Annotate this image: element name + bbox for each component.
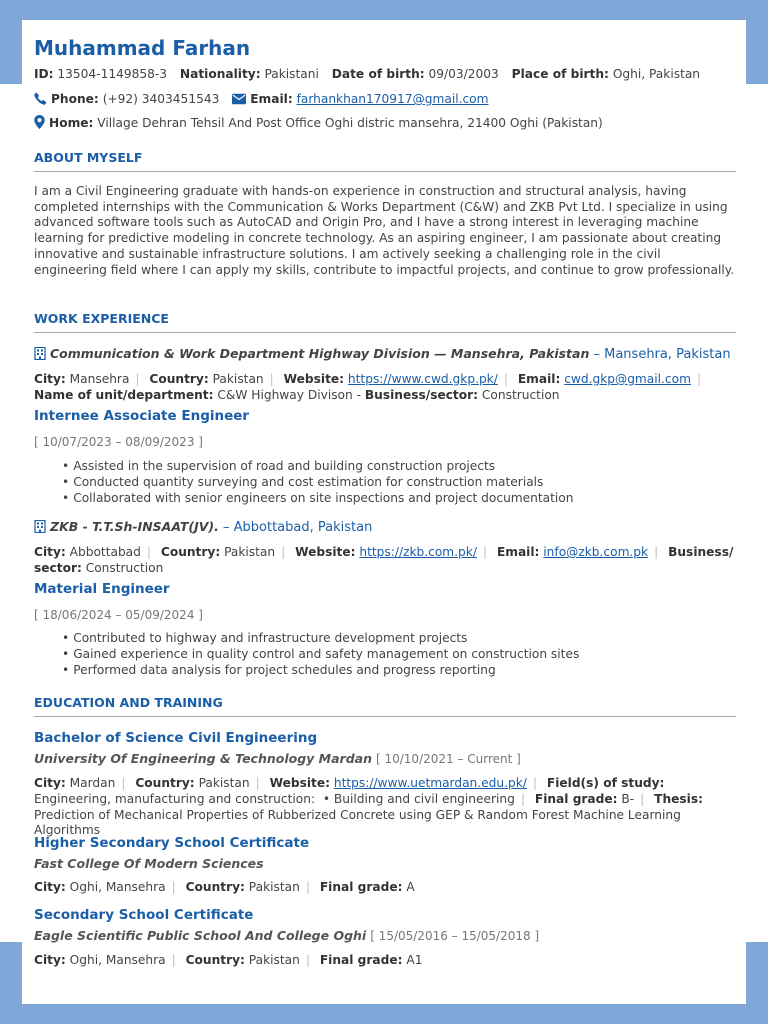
degree-title: Higher Secondary School Certificate [34, 835, 310, 851]
job-duties [62, 631, 579, 678]
thesis-value: Prediction of Mechanical Properties of Rubberized Concrete using GEP & Random Forest Machine Learning Algorithms [34, 807, 681, 838]
job-details: City: Abbottabad | Country: Pakistan | Website: https://zkb.com.pk/ | Email: info@zkb.com.pk | Business/ sector: Construction [34, 545, 734, 575]
organisation-location: Mansehra, Pakistan [604, 347, 731, 362]
job-title: Internee Associate Engineer [34, 408, 250, 424]
list-item: • Gained experience in quality control and safety management on construction sites [62, 647, 579, 663]
sector-label: Business/ sector: [34, 545, 734, 575]
education-section-title: EDUCATION AND TRAINING [34, 695, 736, 717]
sector-value: Construction [481, 387, 560, 402]
grade-value: A [406, 880, 415, 894]
field-value: Engineering, manufacturing and construction: [34, 791, 316, 806]
education-details: City: Mardan | Country: Pakistan | Website: https://www.uetmardan.edu.pk/ | Field(s) of study: Engineering, manufacturing and construction: • Building and civil engineering | Final grade: B- | Thesis: Prediction of Mechanical Properties of Rubberized Concrete using GEP & Random Forest Machine Learning Algorithms [34, 776, 703, 838]
institution-name: Eagle Scientific Public School And College Oghi [34, 928, 367, 943]
country-label: Country: [149, 372, 209, 386]
organisation-separator: – [589, 347, 605, 362]
home-line [34, 115, 603, 132]
contact-line [34, 92, 489, 108]
nationality-value: Pakistani [264, 67, 319, 81]
list-item: • Performed data analysis for project schedules and progress reporting [62, 663, 579, 679]
list-item: • Assisted in the supervision of road and building construction projects [62, 459, 574, 475]
building-icon [34, 520, 46, 536]
field-label: Field(s) of study: [546, 776, 665, 790]
country-label: Country: [135, 776, 195, 790]
about-text: I am a Civil Engineering graduate with hands-on experience in construction and structural analysis, having completed internships with the Communication & Works Department (C&W) and ZKB Pvt Ltd. I specialize in using advanced software tools such as AutoCAD and Origin Pro, and I have a strong interest in leveraging machine learning for predictive modeling in concrete technology. As an aspiring engineer, I am passionate about creating innovative and sustainable infrastructure solutions. I am actively seeking a challenging role in the civil engineering field where I can apply my skills, contribute to impactful projects, and continue to grow professionally. [34, 184, 735, 277]
website-link[interactable]: https://zkb.com.pk/ [359, 545, 477, 559]
person-name: Muhammad Farhan [34, 36, 251, 60]
city-value: Abbottabad [69, 545, 141, 559]
nationality-label: Nationality: [179, 67, 261, 81]
city-label: City: [34, 545, 66, 559]
education-dates: [ 15/05/2016 – 15/05/2018 ] [370, 929, 540, 943]
job-title: Material Engineer [34, 581, 170, 597]
grade-label: Final grade: [319, 953, 403, 967]
country-value: Pakistan [212, 372, 264, 386]
education-dates: [ 10/10/2021 – Current ] [375, 752, 521, 766]
website-link[interactable]: https://www.uetmardan.edu.pk/ [333, 776, 527, 790]
thesis-label: Thesis: [654, 791, 703, 806]
email-label: Email: [250, 92, 293, 106]
city-label: City: [34, 953, 66, 967]
unit-label: Name of unit/department: [34, 387, 214, 402]
country-label: Country: [185, 953, 245, 967]
website-label: Website: [295, 545, 356, 559]
country-value: Pakistan [248, 953, 300, 967]
institution-line [34, 856, 264, 871]
website-label: Website: [269, 776, 330, 790]
job-organisation [34, 519, 372, 536]
organisation-separator: – [218, 520, 234, 535]
grade-label: Final grade: [319, 880, 403, 894]
organisation-name: ZKB - T.T.Sh-INSAAT(JV). [50, 519, 219, 534]
city-value: Oghi, Mansehra [69, 880, 166, 894]
grade-value: A1 [406, 953, 423, 967]
email-label: Email: [496, 545, 540, 559]
website-label: Website: [283, 372, 345, 386]
website-link[interactable]: https://www.cwd.gkp.pk/ [347, 372, 498, 386]
country-value: Pakistan [198, 776, 250, 790]
about-section-title: ABOUT MYSELF [34, 150, 736, 172]
dob-value: 09/03/2003 [428, 67, 499, 81]
institution-name: Fast College Of Modern Sciences [34, 856, 264, 871]
country-value: Pakistan [224, 545, 276, 559]
personal-info-line [34, 67, 700, 81]
list-item: • Contributed to highway and infrastructure development projects [62, 631, 579, 647]
id-label: ID: [34, 67, 54, 81]
home-value: Village Dehran Tehsil And Post Office Oghi distric mansehra, 21400 Oghi (Pakistan) [97, 116, 603, 130]
job-details: City: Mansehra | Country: Pakistan | Website: https://www.cwd.gkp.pk/ | Email: cwd.gkp@gmail.com | Name of unit/department: C&W Highway Divison - Business/sector: Construction [34, 372, 702, 402]
field-subject: Building and civil engineering [333, 791, 515, 806]
country-label: Country: [160, 545, 221, 559]
work-section-title: WORK EXPERIENCE [34, 311, 736, 333]
country-label: Country: [185, 880, 245, 894]
cv-page [22, 20, 746, 1004]
degree-title: Bachelor of Science Civil Engineering [34, 730, 318, 746]
city-value: Mardan [69, 776, 116, 790]
country-value: Pakistan [248, 880, 300, 894]
email-link[interactable]: info@zkb.com.pk [543, 545, 649, 559]
pob-label: Place of birth: [511, 67, 609, 81]
institution-line [34, 751, 521, 766]
pob-value: Oghi, Pakistan [612, 67, 701, 81]
home-label: Home: [49, 116, 94, 130]
id-value: 13504-1149858-3 [57, 67, 168, 81]
map-pin-icon [34, 115, 45, 132]
email-link[interactable]: cwd.gkp@gmail.com [564, 372, 691, 386]
job-duties [62, 459, 574, 506]
job-organisation [34, 346, 731, 363]
grade-value: B- [621, 791, 635, 806]
education-details: City: Oghi, Mansehra | Country: Pakistan | Final grade: A1 [34, 953, 423, 967]
email-label: Email: [517, 372, 561, 386]
sector-label: Business/sector: [364, 387, 479, 402]
dob-label: Date of birth: [331, 67, 425, 81]
city-label: City: [34, 880, 66, 894]
grade-label: Final grade: [534, 791, 618, 806]
job-dates: [ 10/07/2023 – 08/09/2023 ] [34, 435, 203, 449]
organisation-location: Abbottabad, Pakistan [233, 520, 373, 535]
degree-title: Secondary School Certificate [34, 907, 254, 923]
city-label: City: [34, 776, 66, 790]
city-value: Oghi, Mansehra [69, 953, 166, 967]
envelope-icon [232, 93, 246, 108]
phone-value: (+92) 3403451543 [102, 92, 220, 106]
job-dates: [ 18/06/2024 – 05/09/2024 ] [34, 608, 203, 622]
unit-value: C&W Highway Divison - [217, 387, 362, 402]
phone-label: Phone: [51, 92, 99, 106]
city-label: City: [34, 372, 66, 386]
email-link[interactable]: farhankhan170917@gmail.com [296, 92, 489, 106]
city-value: Mansehra [69, 372, 130, 386]
phone-icon [34, 92, 47, 108]
education-details: City: Oghi, Mansehra | Country: Pakistan | Final grade: A [34, 880, 415, 894]
list-item: • Collaborated with senior engineers on site inspections and project documentation [62, 491, 574, 507]
sector-value: Construction [85, 560, 164, 575]
institution-line [34, 928, 539, 943]
organisation-name: Communication & Work Department Highway Division — Mansehra, Pakistan [50, 346, 590, 361]
institution-name: University Of Engineering & Technology Mardan [34, 751, 372, 766]
building-icon [34, 347, 46, 363]
bullet-dot: • [322, 791, 331, 806]
list-item: • Conducted quantity surveying and cost estimation for construction materials [62, 475, 574, 491]
